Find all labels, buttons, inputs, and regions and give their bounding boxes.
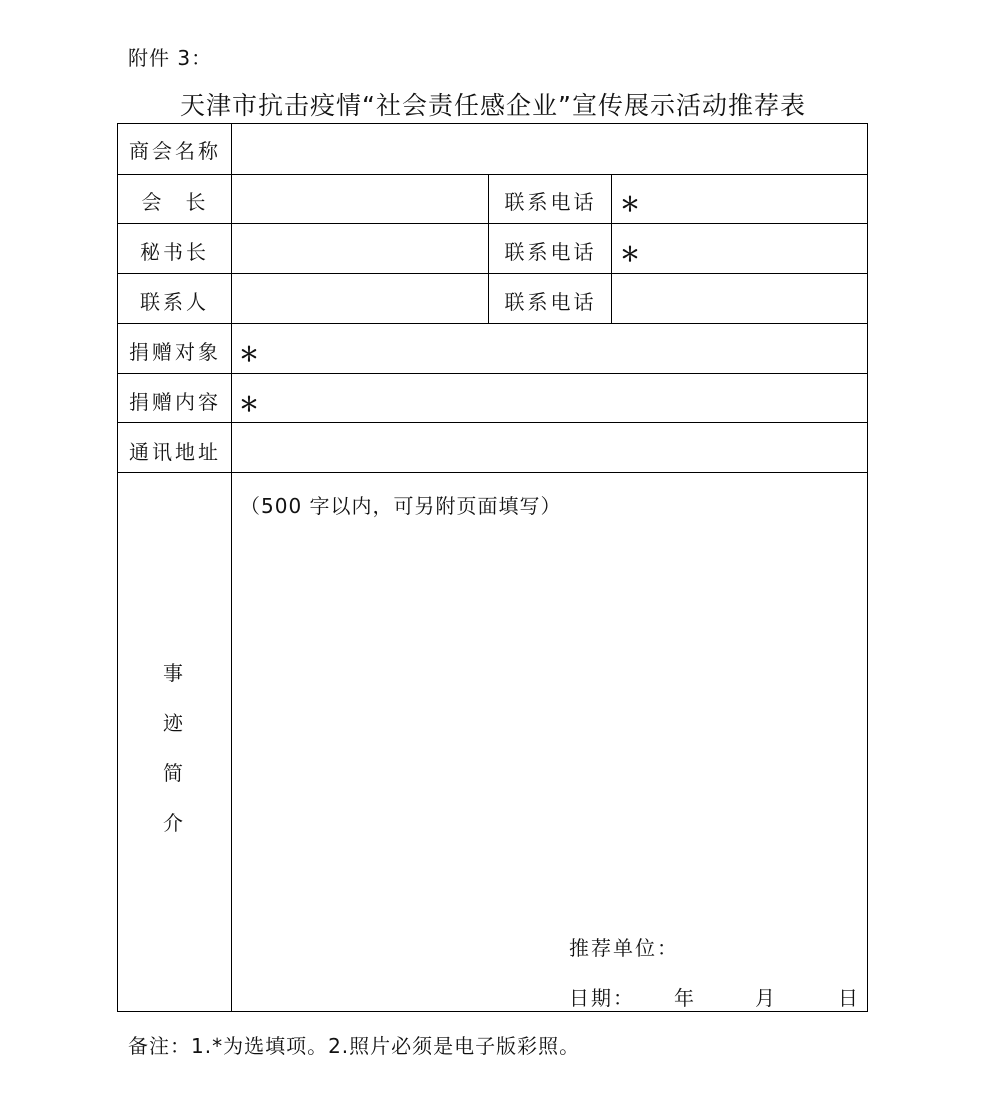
story-label-char: 事 [163, 661, 183, 685]
phone-value-divider [611, 174, 612, 324]
president-phone-label: 联系电话 [504, 190, 597, 214]
attachment-label: 附件 3： [128, 46, 213, 70]
recommender-label: 推荐单位： [569, 936, 679, 960]
story-hint: （500 字以内，可另附页面填写） [240, 494, 562, 518]
story-label [158, 648, 188, 848]
contact-field[interactable] [242, 290, 478, 314]
phone-column-divider [488, 174, 489, 324]
secretary-label: 秘书长 [140, 240, 209, 264]
month-label: 月 [755, 986, 777, 1010]
president-label: 会 长 [141, 190, 208, 214]
contact-label: 联系人 [140, 290, 209, 314]
footnote: 备注：1.*为选填项。2.照片必须是电子版彩照。 [128, 1034, 581, 1058]
chamber-name-field[interactable] [242, 139, 852, 163]
contact-phone-field[interactable] [620, 290, 860, 314]
secretary-phone-label: 联系电话 [504, 240, 597, 264]
contact-phone-label: 联系电话 [504, 290, 597, 314]
label-column-divider [231, 124, 232, 1011]
story-field[interactable] [238, 524, 858, 924]
story-label-char: 介 [163, 811, 183, 835]
form-title: 天津市抗击疫情“社会责任感企业”宣传展示活动推荐表 [180, 91, 806, 120]
president-phone-field[interactable]: ＊ [620, 192, 640, 216]
donation-target-field[interactable]: ＊ [239, 342, 259, 366]
donation-content-label: 捐赠内容 [129, 390, 221, 414]
secretary-field[interactable] [242, 240, 478, 264]
president-field[interactable] [242, 190, 478, 214]
chamber-name-label: 商会名称 [129, 139, 221, 163]
story-label-char: 迹 [163, 711, 183, 735]
donation-content-field[interactable]: ＊ [239, 392, 259, 416]
year-label: 年 [674, 986, 696, 1010]
day-label: 日 [838, 986, 860, 1010]
address-field[interactable] [242, 440, 852, 464]
date-label: 日期： [569, 986, 635, 1010]
recommendation-form [117, 123, 868, 1012]
address-label: 通讯地址 [129, 440, 221, 464]
donation-target-label: 捐赠对象 [129, 340, 221, 364]
story-label-char: 简 [163, 761, 183, 785]
secretary-phone-field[interactable]: ＊ [620, 242, 640, 266]
